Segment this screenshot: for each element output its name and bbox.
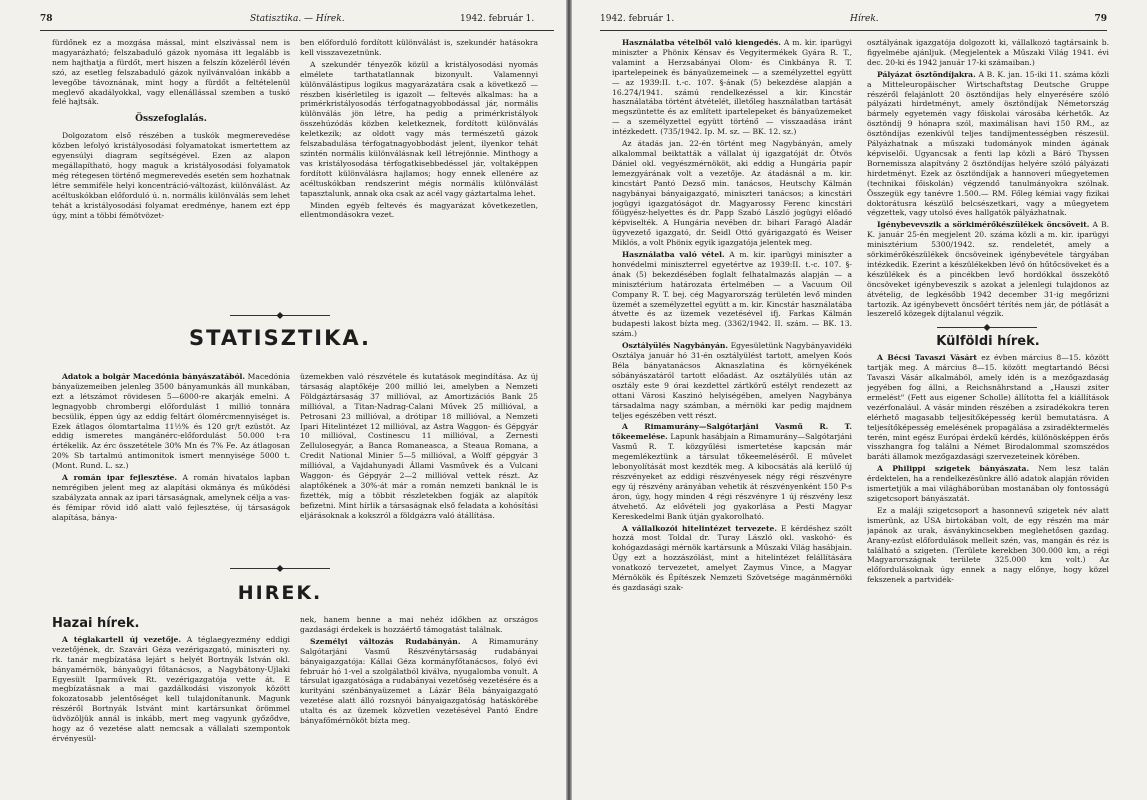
article-body: Lapunk hasábjain a Rimamurány—Salgótarjáni Vasmű R. T. közgyűlési ismertetése kapcsán már megemlékeztünk a társulat tőkeemeléséről. E művelet lebonyolítását most kezdték meg. A kibocsátás alá kerülő új részvényeket az eddigi részvényesek négy régi részvényre egy új részvény arányában vehetik át részvényenként 150 P-s áron, úgy, hogy minden 4 régi részvényre 1 új részvény lesz átvehető. Az elővételi jog gyakorlása a Pesti Magyar Kereskedelmi Bank útján gyakorolható.	[612, 432, 852, 521]
article-body: A B. K. jan. 15-iki 11. száma közli a Mitteleuropäischer Wirtschaftstag Deutsche Gruppe részéről felajánlott 20 ösztöndíjas hely elnyerésére szóló pályázati hirdetményt, amely ösztöndíjak Németország bármely egyetemén vagy főiskolai városába kérhetők. Az ösztöndíj 9 hónapra szól, maximálisan havi 150 RM., az ösztöndíjas ezenkívül teljes tandíjmentességben részesül. Pályázhatnak a műszaki tudományok minden ágának képviselői. Ugyancsak a fenti lap közli a Báró Thyssen Bornemissza alapítvány 2 ösztöndíjas helyére szóló pályázati hirdetményt. Ezek az ösztöndíjak a hannoveri műegyetemen (technikai főiskolán) végzendő tanulmányokra szólnak. Összegük egy tanévre 1.500.— RM. Főleg kémiai vagy fizikai doktorátusra készülő belcsészetkari, vagy a műegyetem végzettek, vagy utolsó éves hallgatók pályázhatnak.	[867, 69, 1109, 218]
article-title: A Rimamurány—Salgótarjáni Vasmű R. T. tőkeemelése.	[612, 422, 852, 442]
left-stat-col2	[300, 372, 538, 572]
paragraph: Dolgozatom első részében a tuskók megmerevedése közben lefolyó kristályosodási folyamatokat ismertettem az egyensúlyi diagram segítségével. Ezen az alapon megállapítható, hogy maguk a kristályosodási folyamatok még rétegesen történő megmerevedés esetén sem hozhatnak létre semmiféle helyi koncentráció-változást, különválást. Az acéltuskókban előforduló ú. n. normális különválás sem lehet tehát a kristályosodási folyamat eredménye, hanem ezt épp úgy, mint a többi fémötvözet-	[52, 131, 290, 220]
right-col1	[612, 38, 852, 798]
article-body: A román hivatalos lapban nemrégiben jelent meg az alapítási okmánya és működési szabályzata annak az ipari társaságnak, amelynek célja a vas- és fémipar rövid idő alatt való fejlesztése, új társaságok alapítása, bánya-	[52, 473, 290, 522]
article-title: Osztályülés Nagybányán.	[622, 341, 729, 351]
section-divider	[230, 315, 330, 316]
section-divider	[230, 568, 330, 569]
article-body: ez évben március 8—15. között tartják meg. A március 8—15. között megtartandó Bécsi Tavaszi Vásár alkalmából, amely idén is a mezőgazdaság jegyében fog állni, a Reichsnährstand a „Hauszi zsiter ermelést" (Fett aus eigener Scholle) állította fel a kiállítások vezérfonalául. A vásár minden részében a zsiradékokra teren elérhető magasabb teljesítőképesség kerül bemutatásra. A teljesítőképesség emelésének propagálása a zsiradéktermelés terén, mint egész Európai érdekű kérdés, különösképpen érős visszhangra fog találni a Német Birodalommal szomszédos baráti államok mezőgazdasági szervezeteinek körében.	[867, 353, 1109, 462]
article-body: Nem lesz talán érdektelen, ha a rendelkezésünkre álló adatok alapján röviden ismertetjük a mai világháborúban mostanában oly fontosságú szigetcsoport bányászatát.	[867, 464, 1109, 503]
right-running-header	[600, 14, 1107, 31]
left-page	[0, 0, 566, 800]
article-body: A m. kir. iparügyi miniszter a honvédelmi miniszterrel egyetértve az 1939:II. t.-c. 107. §-ának (5) bekezdésében foglalt felhatalmazás alapján — a minisztérium határozata értelmében — a Vacuum Oil Company R. T. bej. cég Magyarország területén levő minden üzemét a személyzettel együtt a m. kir. Kincstár használatába átvette és az üzemek vezetésével ifj. Farkas Kálmán budapesti lakost bízta meg. (3362/1942. II. szám. — BK. 13. szám.)	[612, 250, 852, 339]
right-header-title: Hírek.	[850, 14, 879, 24]
right-header-date: 1942. február 1.	[600, 14, 675, 24]
article-title: A vállalkozói hitelintézet tervezete.	[622, 523, 777, 533]
right-col2	[867, 38, 1109, 798]
article-title: A Bécsi Tavaszi Vásárt	[877, 353, 977, 363]
article-body: A B. K. január 25-én megjelent 20. száma közli a m. kir. iparügyi minisztérium 5300/1942. sz. rendeletét, amely a sörkimérőkészülékek öncsöveinek igénybevétele tárgyában intézkedik. Ezerint a készülékekben lévő ón hűtőcsöveket és a készülékek és a pincékben levő hordókkal összekötő öncsöveket igénybeveszik s azokat a jelenlegi tulajdonos az átvételig, de legkésőbb 1942 december 31-ig megőrizni tartozik. Az igénybevett öncsőért térítés nem jár, de pótlását a leszerelő közegek díjtalanul végzik.	[867, 220, 1109, 319]
hazai-hirek-heading: Hazai hírek.	[52, 616, 140, 631]
paragraph: üzemekben való részvétele és kutatások megindítása. Az új társaság alaptőkéje 200 millió lei, amelyben a Nemzeti Földgáztársaság 37 millióval, az Amortizációs Bank 25 millióval, a Titan-Nadrag-Calani Művek 25 millióval, a Petrosani 23 millióval, a drótipar 18 millióval, a Nemzeti Ipari Hitelintézet 12 millióval, az Astra Waggon- és Gépgyár 10 millióval, Costinescu 11 millióval, a Zernesti Zellulosegyár, a Banca Romaneasca, a Steaua Romana, a Credit National Minier 5—5 millióval, a Wolff gépgyár 3 millióval, a Vajdahunyadi Állami Vasművek és a Vulcani Waggon- és Gépgyár 2—2 millióval vettek részt. Az alaptőkének a 30%-át már a román nemzeti banknál le is fizették, míg a többit részletekben fogják az alapítók befizetni. Mint hírlik a társaságnak első feladata a kohósítási eljárásoknak a kokszról a földgázra való átállítása.	[300, 372, 538, 520]
article-body: Egyesületünk Nagybányavidéki Osztálya január hó 31-én osztályülést tartott, amelyen Koós Béla bányatanácsos Aknaszlatina és környékének sóbányászatáról tartott előadást. Az osztályülés után az osztály este 9 órai kezdettel zártkörű estélyt rendezett az ottani Városi Kaszinó helyiségében, amelyen Nagybánya társadalma nagy számban, a mérnöki kar pedig majdnem teljes egészében vett részt.	[612, 341, 852, 420]
article-title: A Philippi szigetek bányászata.	[877, 464, 1030, 474]
paragraph: Az átadás jan. 22-én történt meg Nagybányán, amely alkalommal beiktatták a vállalat új igazgatóját dr. Ötvös Dániel okl. vegyészmérnököt, aki eddig a Hungária papír lemezgyárának volt a vezetője. Az átadásnál a m. kir. kincstárt Pantó Dezső min. tanácsos, Heutschy Kálmán nagybányai bányaigazgató, miniszteri tanácsos; a kincstári jogügyi igazgatóságot dr. Magyarossy Ferenc kincstári főügyész-helyettes és dr. Papp Szabó László jogügyi előadó képviselték. A Hungária nevében dr. bihari Faragó Aladár ügyvezető igazgató, dr. Seidl Ottó gyárigazgató és Weiser Miklós, a volt Phönix egyik igazgatója jelentek meg.	[612, 139, 852, 248]
left-header-date: 1942. február 1.	[460, 14, 535, 24]
article-title: Igénybevevszik a sörkimérőkészülékek öncsöveit.	[877, 220, 1090, 230]
right-page-number: 79	[1094, 14, 1107, 24]
divider-wrap	[867, 321, 1109, 333]
paragraph: Minden egyéb feltevés és magyarázat következetlen, ellentmondásokra vezet.	[300, 200, 538, 220]
left-col1-top	[52, 38, 290, 300]
article-title: Pályázat ösztöndíjakra.	[877, 69, 976, 79]
article-title: Használatba való vétel.	[622, 250, 725, 260]
summary-heading: Összefoglalás.	[135, 114, 207, 125]
article-body: A téglaegyezmény eddigi vezetőjének, dr. Szavári Géza vezérigazgató, miniszteri ny. rk. tanár megbízatása lejárt s helyét Bortnyák István okl. bányamérnök, bányaügyi főtanácsos, a Nagybátony-Ujlaki Egyesült Iparművek Rt. vezérigazgatója vette át. E megbízatásnak a mai gazdálkodási viszonyok között fokozatosabb jelentőséget kell tulajdonítanunk. Magunk részéről Bortnyák Istvánt mint kartársunkat örömmel üdvözöljük annál is inkább, mert meg vagyunk győződve, hogy az ő vezetése alatt nemcsak a vállalati szempontok érvényesül-	[52, 634, 290, 743]
section-divider	[937, 327, 1037, 328]
article-body: A m. kir. iparügyi miniszter a Phönix Kénsav és Vegyitermékek Gyára R. T., valamint a Herzsabányai Olom- és Cinkbánya R. T. ipartelepeinek és bányaüzemeinek — a személyzettel együtt — az 1939:II. t.-c. 107. §-ának (5) bekezdése alapján a 16.274/1941. számú rendelkezéssel a kir. Kincstár használatába történt átvételét, illetőleg használatban tartását megszüntette és az említett ipartelepeket és bányaüzemeket — a személyzettel együtt történő — visszaadása iránt intézkedett. (735/1942. Ip. M. sz. — BK. 12. sz.)	[612, 38, 852, 137]
kulfoldi-hirek-heading: Külföldi hírek.	[936, 334, 1040, 350]
left-hirek-col1	[52, 615, 290, 800]
left-stat-col1	[52, 372, 290, 572]
paragraph: osztályának igazgatója dolgozott ki, vállalkozó tagtársaink b. figyelmébe ajánljuk. (Megjelentek a Műszaki Világ 1941. évi dec. 20-ki és 1942 január 17-ki számaiban.)	[867, 38, 1109, 67]
left-hirek-col2	[300, 615, 538, 800]
article-body: E kérdéshez szólt hozzá most Toldal dr. Turay László okl. vaskohó- és kohógazdasági mérnök kartársunk a Műszaki Világ hasábjain. Úgy ezt a hozzászólást, mint a hitelintézet felállítására vonatkozó tervezetet, amelyet Zaymus Vince, a Magyar Mérnökök és Építészek Nemzeti Szövetsége magánmérnöki és gazdasági szak-	[612, 523, 852, 592]
article-body: A Rimamurány Salgótarjáni Vasmű Részvénytársaság rudabányai bányaigazgatója: Kállai Géza kormányfőtanácsos, folyó évi február hó 1-vel a szolgálatból kiválva, nyugalomba vonult. A társulat igazgatósága a rudabányai vezetőség vezetésére és a kurityáni szénbányaüzemet a Lázár Béla bányaigazgató vezetése alatt álló rozsnyói bányaigazgatóság hatáskörébe utalta és az üzemek közvetlen vezetésével Pantó Endre bányafőmérnököt bízta meg.	[300, 636, 538, 726]
statisztika-heading: STATISZTIKA.	[189, 326, 371, 350]
article-title: Adatok a bolgár Macedónia bányászatából.	[62, 372, 246, 381]
article-title: A téglakartell új vezetője.	[62, 634, 181, 644]
left-page-number: 78	[40, 14, 53, 24]
paragraph: Ez a maláji szigetcsoport a hasonnevű szigetek név alatt ismerünk, az USA birtokában volt, de egy részén ma már japánok az urak, ásványkincsekben meglehetősen gazdag. Arany-ezüst előfordulások melleit szén, vas, mangán és réz is található a szigeten. (Területe kerekben 300.000 km, a régi Magyarországnak területe 325.000 km volt.) Az előfordulásoknak úgy ennek a nagy előnye, hogy közel fekszenek a partvidék-	[867, 505, 1109, 585]
article-title: A román ipar fejlesztése.	[62, 473, 177, 483]
paragraph: ben előforduló fordított különválást is, szekundér hatásokra kell visszavezetnünk.	[300, 38, 538, 57]
article-body: Macedónia bányaüzemeiben jelenleg 3500 bányamunkás áll munkában, ezt a létszámot rövidesen 5—6000-re akarják emelni. A legnagyobb chrombergi előfordulást 1 millió tonnára becsülik, éppen úgy az eddig feltárt ólomércmennyiséget is. Ezek átlagos ólomtartalma 11½% és 120 gr/t ezüstöt. Az eddig ismeretes mangánérc-előfordulást 50.000 t-ra értékelik. Az érc összetétele 30% Mn és 7% Fe. Az átlagosan 20% Sb tartalmú antimonitok ismert mennyisége 5000 t. (Mont. Rund. L. sz.)	[52, 372, 290, 471]
paragraph: fürdőnek ez a mozgása mással, mint elszivással nem is magyarázható; felszabaduló gázok nyomása itt legalább is nem hajthatja a fürdőt, mert hiszen a felszín közeléről lévén szó, az esetleg felszabaduló gázok nyilvánvalóan inkább a levegőbe távoznának, mint hogy a fürdőt a feltételenül meglevő akadályokkal, vagy ellenállással szemben a tuskó felé hajtsák.	[52, 38, 290, 107]
hirek-heading: HIREK.	[237, 582, 323, 604]
left-running-header	[40, 14, 554, 31]
paragraph: nek, hanem benne a mai nehéz időkben az országos gazdasági érdekek is hozzáértő támogatást találnak.	[300, 615, 538, 634]
article-title: Használatba vételből való kiengedés.	[622, 38, 781, 47]
article-title: Személyi változás Rudabányán.	[310, 636, 461, 646]
paragraph: A szekundér tényezők közül a kristályosodási nyomás elmélete tarthatatlannak bizonyult. Valamennyi különválástipus logikus magyarázatára csak a következő — részben kisérletileg is igazolt — feltevés alkalmas: ha a primérkristályosodás térfogatnagyobbodással jár, normális különválás jön létre, ha pedig a primérkristályok összehúzódás közben keletkeznek, fordított különválás keletkezik; az oldott vagy más természetű gázok felszabadulása térfogatnagyobbodást jelent, ilyenkor tehát szintén normális különválásnak kell létrejönnie. Minthogy a vas kristályosodása térfogatkisebbedéssel jár, voltaképpen fordított különválásra hajlamos; hogy ennek ellenére az acéltuskókban rendszerint mégis normális különválást tapasztalunk, annak oka csak az acél vagy gáztartalma lehet.	[300, 59, 538, 198]
left-header-title: Statisztika. — Hírek.	[250, 14, 345, 24]
right-page	[572, 0, 1147, 800]
left-col2-top	[300, 38, 538, 300]
